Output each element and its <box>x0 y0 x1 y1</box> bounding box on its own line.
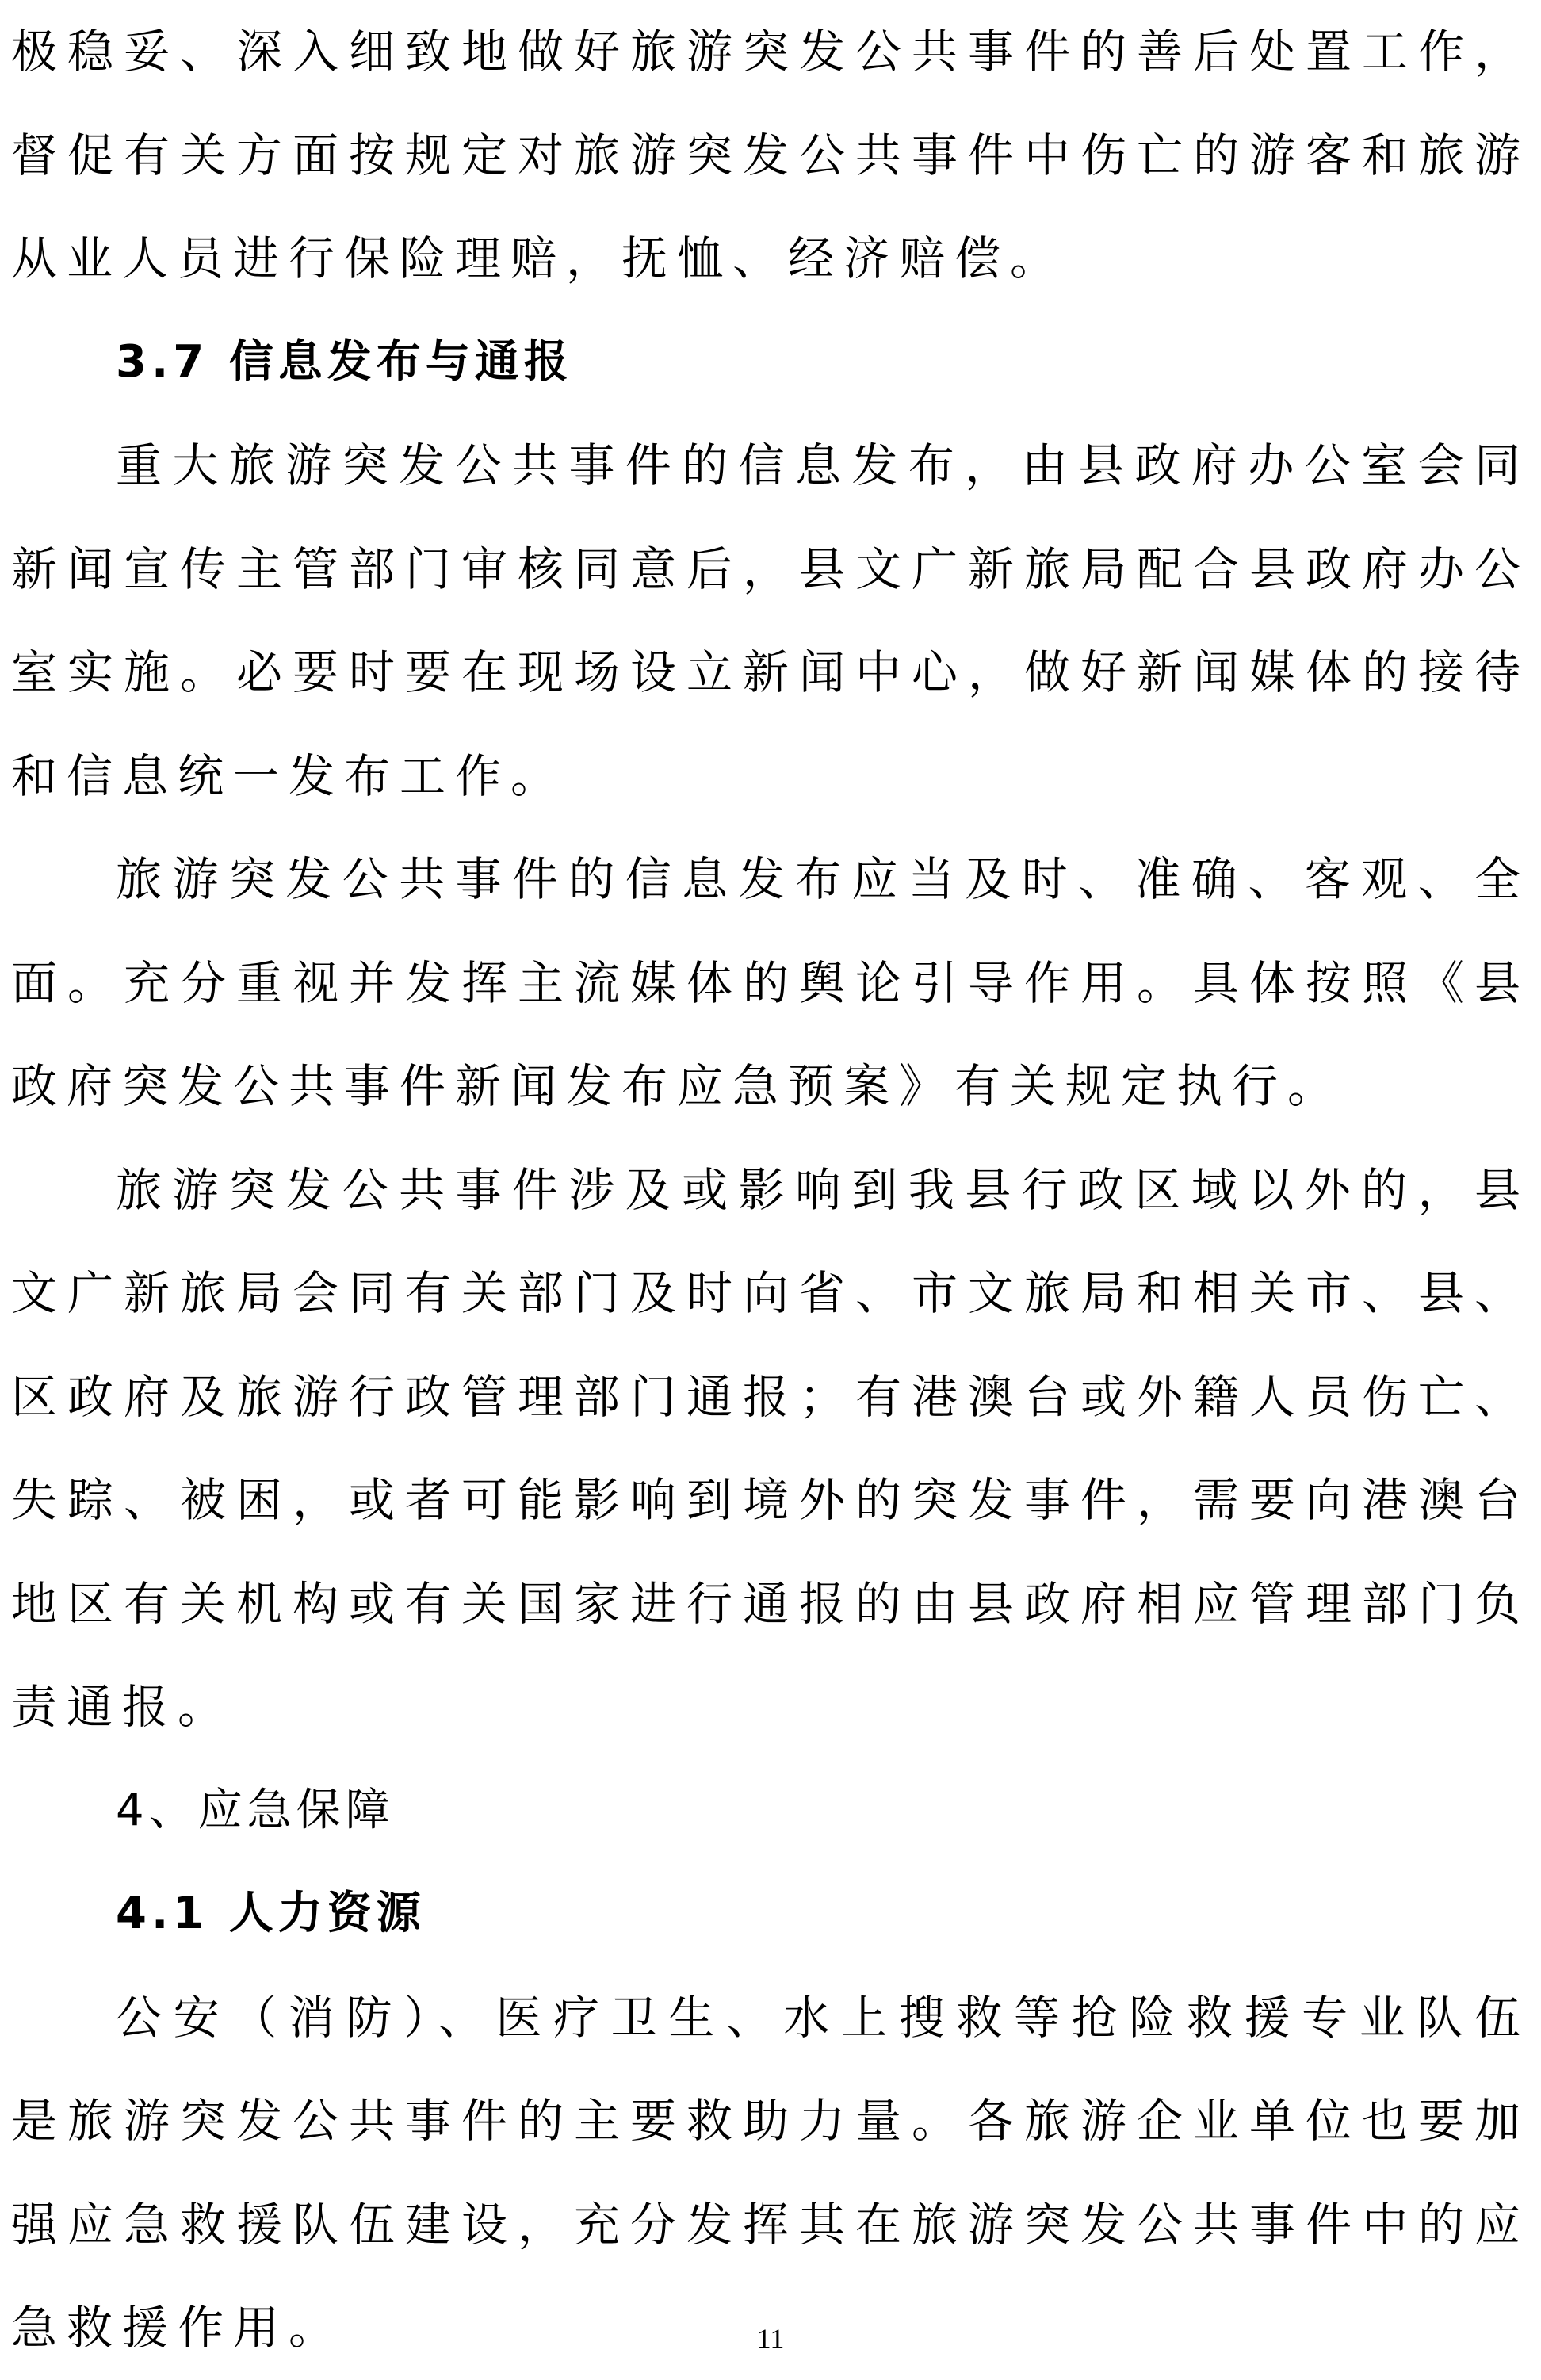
paragraph-continued: 极稳妥、深入细致地做好旅游突发公共事件的善后处置工作，督促有关方面按规定对旅游突发公共事件中伤亡的游客和旅游从业人员进行保险理赔，抚恤、经济赔偿。 <box>11 25 1530 285</box>
paragraph-info-release: 重大旅游突发公共事件的信息发布，由县政府办公室会同新闻宣传主管部门审核同意后，县文广新旅局配合县政府办公室实施。必要时要在现场设立新闻中心，做好新闻媒体的接待和信息统一发布工作。 <box>11 438 1530 803</box>
paragraph-cross-region-report: 旅游突发公共事件涉及或影响到我县行政区域以外的，县文广新旅局会同有关部门及时向省、市文旅局和相关市、县、区政府及旅游行政管理部门通报；有港澳台或外籍人员伤亡、失踪、被困，或者可能影响到境外的突发事件，需要向港澳台地区有关机构或有关国家进行通报的由县政府相应管理部门负责通报。 <box>11 1162 1530 1734</box>
section-heading-3-7: 3.7 信息发布与通报 <box>116 335 573 388</box>
page-body <box>11 0 1530 2380</box>
section-heading-4: 4、应急保障 <box>116 1784 395 1836</box>
paragraph-human-resources: 公安（消防）、医疗卫生、水上搜救等抢险救援专业队伍是旅游突发公共事件的主要救助力量。各旅游企业单位也要加强应急救援队伍建设，充分发挥其在旅游突发公共事件中的应急救援作用。 <box>11 1990 1530 2355</box>
page-number: 11 <box>756 2323 785 2355</box>
paragraph-info-principles: 旅游突发公共事件的信息发布应当及时、准确、客观、全面。充分重视并发挥主流媒体的舆论引导作用。具体按照《县政府突发公共事件新闻发布应急预案》有关规定执行。 <box>11 852 1530 1113</box>
section-heading-4-1: 4.1 人力资源 <box>116 1888 426 1939</box>
